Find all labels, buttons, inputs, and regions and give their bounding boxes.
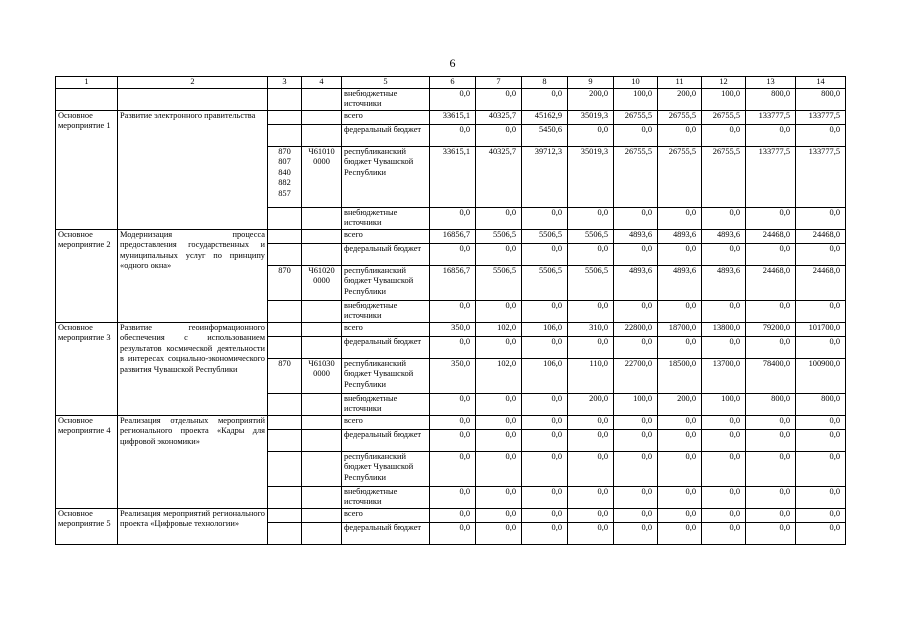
value-cell: 0,0 — [746, 486, 796, 508]
value-cell: 0,0 — [796, 522, 846, 544]
value-cell: 4893,6 — [614, 229, 658, 243]
value-cell: 33615,1 — [430, 146, 476, 207]
value-cell: 0,0 — [746, 243, 796, 265]
event-cell: Основное мероприятие 4 — [56, 415, 118, 508]
source-cell: внебюджетные источники — [342, 300, 430, 322]
header-row — [56, 77, 846, 89]
value-cell: 0,0 — [568, 124, 614, 146]
value-cell: 0,0 — [568, 451, 614, 486]
grbs-cell — [268, 322, 302, 336]
value-cell: 0,0 — [568, 336, 614, 358]
grbs-cell — [268, 486, 302, 508]
value-cell: 4893,6 — [658, 229, 702, 243]
source-cell: всего — [342, 110, 430, 124]
value-cell: 0,0 — [430, 486, 476, 508]
value-cell: 0,0 — [476, 522, 522, 544]
csr-cell — [302, 522, 342, 544]
value-cell: 0,0 — [614, 300, 658, 322]
value-cell: 0,0 — [430, 243, 476, 265]
source-cell: всего — [342, 229, 430, 243]
value-cell: 0,0 — [614, 415, 658, 429]
value-cell: 0,0 — [522, 393, 568, 415]
csr-cell — [302, 88, 342, 110]
value-cell: 5506,5 — [568, 229, 614, 243]
header-cell: 14 — [796, 77, 846, 89]
grbs-cell — [268, 229, 302, 243]
table-body — [56, 77, 846, 545]
value-cell: 26755,5 — [614, 146, 658, 207]
source-cell: республиканский бюджет Чувашской Республики — [342, 265, 430, 300]
source-cell: внебюджетные источники — [342, 486, 430, 508]
value-cell: 0,0 — [702, 486, 746, 508]
value-cell: 133777,5 — [796, 110, 846, 124]
value-cell: 0,0 — [430, 124, 476, 146]
value-cell: 133777,5 — [746, 110, 796, 124]
csr-cell: Ч61020 0000 — [302, 265, 342, 300]
value-cell: 24468,0 — [796, 229, 846, 243]
value-cell: 0,0 — [702, 207, 746, 229]
value-cell: 0,0 — [476, 415, 522, 429]
csr-cell: Ч61010 0000 — [302, 146, 342, 207]
source-cell: федеральный бюджет — [342, 522, 430, 544]
value-cell: 0,0 — [614, 124, 658, 146]
value-cell: 350,0 — [430, 358, 476, 393]
value-cell: 0,0 — [796, 415, 846, 429]
header-cell: 11 — [658, 77, 702, 89]
value-cell: 0,0 — [614, 486, 658, 508]
value-cell: 0,0 — [614, 429, 658, 451]
value-cell: 0,0 — [702, 451, 746, 486]
value-cell: 0,0 — [746, 522, 796, 544]
value-cell: 0,0 — [702, 522, 746, 544]
value-cell: 0,0 — [430, 415, 476, 429]
grbs-cell — [268, 300, 302, 322]
table-row — [56, 88, 846, 110]
source-cell: федеральный бюджет — [342, 429, 430, 451]
value-cell: 0,0 — [658, 522, 702, 544]
header-cell: 9 — [568, 77, 614, 89]
grbs-cell — [268, 451, 302, 486]
header-cell: 1 — [56, 77, 118, 89]
header-cell: 6 — [430, 77, 476, 89]
value-cell: 0,0 — [430, 393, 476, 415]
table-row — [56, 508, 846, 522]
grbs-cell — [268, 243, 302, 265]
value-cell: 0,0 — [568, 415, 614, 429]
csr-cell — [302, 300, 342, 322]
header-cell: 13 — [746, 77, 796, 89]
value-cell: 0,0 — [702, 336, 746, 358]
value-cell: 4893,6 — [702, 229, 746, 243]
value-cell: 0,0 — [522, 336, 568, 358]
value-cell: 0,0 — [796, 451, 846, 486]
value-cell: 24468,0 — [746, 265, 796, 300]
value-cell: 310,0 — [568, 322, 614, 336]
value-cell: 26755,5 — [658, 146, 702, 207]
value-cell: 0,0 — [796, 336, 846, 358]
value-cell: 800,0 — [746, 393, 796, 415]
value-cell: 106,0 — [522, 358, 568, 393]
value-cell: 200,0 — [658, 88, 702, 110]
value-cell: 5506,5 — [522, 265, 568, 300]
value-cell: 24468,0 — [746, 229, 796, 243]
value-cell: 0,0 — [746, 124, 796, 146]
value-cell: 0,0 — [522, 415, 568, 429]
header-cell: 7 — [476, 77, 522, 89]
value-cell: 0,0 — [568, 486, 614, 508]
value-cell: 0,0 — [522, 207, 568, 229]
value-cell: 5506,5 — [522, 229, 568, 243]
value-cell: 0,0 — [430, 88, 476, 110]
value-cell: 0,0 — [476, 486, 522, 508]
value-cell: 0,0 — [796, 207, 846, 229]
value-cell: 18500,0 — [658, 358, 702, 393]
csr-cell — [302, 124, 342, 146]
value-cell: 0,0 — [614, 207, 658, 229]
csr-cell — [302, 508, 342, 522]
value-cell: 0,0 — [430, 451, 476, 486]
value-cell: 0,0 — [476, 508, 522, 522]
grbs-cell: 870 — [268, 265, 302, 300]
value-cell: 0,0 — [430, 508, 476, 522]
source-cell: республиканский бюджет Чувашской Республики — [342, 146, 430, 207]
value-cell: 0,0 — [658, 429, 702, 451]
value-cell: 78400,0 — [746, 358, 796, 393]
header-cell: 3 — [268, 77, 302, 89]
value-cell: 0,0 — [522, 429, 568, 451]
value-cell: 0,0 — [702, 508, 746, 522]
value-cell: 0,0 — [476, 300, 522, 322]
csr-cell — [302, 229, 342, 243]
value-cell: 0,0 — [476, 451, 522, 486]
value-cell: 100900,0 — [796, 358, 846, 393]
header-cell: 5 — [342, 77, 430, 89]
csr-cell — [302, 207, 342, 229]
value-cell: 0,0 — [568, 429, 614, 451]
value-cell: 0,0 — [430, 300, 476, 322]
value-cell: 100,0 — [702, 393, 746, 415]
value-cell: 0,0 — [476, 336, 522, 358]
value-cell: 200,0 — [568, 88, 614, 110]
value-cell: 133777,5 — [796, 146, 846, 207]
value-cell: 22700,0 — [614, 358, 658, 393]
grbs-cell: 870 — [268, 358, 302, 393]
value-cell: 0,0 — [522, 508, 568, 522]
table-row — [56, 110, 846, 124]
value-cell: 0,0 — [614, 451, 658, 486]
grbs-cell — [268, 336, 302, 358]
value-cell: 5506,5 — [476, 265, 522, 300]
grbs-cell — [268, 110, 302, 124]
value-cell: 0,0 — [522, 486, 568, 508]
source-cell: всего — [342, 508, 430, 522]
value-cell: 0,0 — [658, 243, 702, 265]
value-cell: 200,0 — [568, 393, 614, 415]
csr-cell — [302, 451, 342, 486]
value-cell: 0,0 — [658, 486, 702, 508]
value-cell: 0,0 — [702, 429, 746, 451]
value-cell: 0,0 — [476, 88, 522, 110]
value-cell: 0,0 — [522, 451, 568, 486]
value-cell: 79200,0 — [746, 322, 796, 336]
value-cell: 0,0 — [658, 451, 702, 486]
value-cell: 13700,0 — [702, 358, 746, 393]
value-cell: 40325,7 — [476, 146, 522, 207]
grbs-cell — [268, 124, 302, 146]
value-cell: 13800,0 — [702, 322, 746, 336]
grbs-cell — [268, 393, 302, 415]
value-cell: 0,0 — [658, 207, 702, 229]
value-cell: 5506,5 — [476, 229, 522, 243]
value-cell: 350,0 — [430, 322, 476, 336]
value-cell: 16856,7 — [430, 229, 476, 243]
budget-table — [55, 76, 846, 545]
csr-cell: Ч61030 0000 — [302, 358, 342, 393]
value-cell: 0,0 — [522, 300, 568, 322]
event-name-cell: Развитие геоинформационного обеспечения с использованием результатов космической деятельности в интересах социально-экономического развития Чувашской Республики — [118, 322, 268, 415]
value-cell: 0,0 — [568, 300, 614, 322]
value-cell: 0,0 — [796, 124, 846, 146]
event-name-cell: Модернизация процесса предоставления государственных и муниципальных услуг по принципу «одного окна» — [118, 229, 268, 322]
grbs-cell — [268, 429, 302, 451]
value-cell: 0,0 — [746, 415, 796, 429]
header-cell: 8 — [522, 77, 568, 89]
value-cell: 100,0 — [614, 393, 658, 415]
value-cell: 800,0 — [796, 88, 846, 110]
event-name-cell: Развитие электронного правительства — [118, 110, 268, 229]
csr-cell — [302, 486, 342, 508]
value-cell: 100,0 — [614, 88, 658, 110]
value-cell: 0,0 — [658, 415, 702, 429]
value-cell: 0,0 — [702, 124, 746, 146]
grbs-cell — [268, 508, 302, 522]
source-cell: республиканский бюджет Чувашской Республики — [342, 451, 430, 486]
value-cell: 0,0 — [702, 243, 746, 265]
page-number: 6 — [449, 56, 456, 70]
event-cell: Основное мероприятие 3 — [56, 322, 118, 415]
grbs-cell: 870 807 840 882 857 — [268, 146, 302, 207]
value-cell: 0,0 — [522, 243, 568, 265]
value-cell: 24468,0 — [796, 265, 846, 300]
value-cell: 22800,0 — [614, 322, 658, 336]
value-cell: 106,0 — [522, 322, 568, 336]
header-cell: 10 — [614, 77, 658, 89]
value-cell: 0,0 — [614, 243, 658, 265]
value-cell: 0,0 — [658, 508, 702, 522]
event-name-cell — [118, 88, 268, 110]
value-cell: 0,0 — [702, 300, 746, 322]
grbs-cell — [268, 88, 302, 110]
event-cell: Основное мероприятие 2 — [56, 229, 118, 322]
value-cell: 0,0 — [746, 429, 796, 451]
header-cell: 4 — [302, 77, 342, 89]
value-cell: 0,0 — [568, 508, 614, 522]
source-cell: внебюджетные источники — [342, 207, 430, 229]
event-cell: Основное мероприятие 1 — [56, 110, 118, 229]
value-cell: 4893,6 — [614, 265, 658, 300]
value-cell: 4893,6 — [702, 265, 746, 300]
value-cell: 35019,3 — [568, 110, 614, 124]
value-cell: 0,0 — [522, 522, 568, 544]
value-cell: 18700,0 — [658, 322, 702, 336]
csr-cell — [302, 415, 342, 429]
value-cell: 0,0 — [614, 508, 658, 522]
value-cell: 800,0 — [796, 393, 846, 415]
source-cell: республиканский бюджет Чувашской Республики — [342, 358, 430, 393]
header-cell: 2 — [118, 77, 268, 89]
value-cell: 26755,5 — [658, 110, 702, 124]
value-cell: 110,0 — [568, 358, 614, 393]
value-cell: 0,0 — [476, 124, 522, 146]
value-cell: 102,0 — [476, 358, 522, 393]
table-row — [56, 229, 846, 243]
csr-cell — [302, 243, 342, 265]
value-cell: 0,0 — [746, 207, 796, 229]
value-cell: 5450,6 — [522, 124, 568, 146]
value-cell: 102,0 — [476, 322, 522, 336]
table-row — [56, 322, 846, 336]
value-cell: 0,0 — [522, 88, 568, 110]
table-row — [56, 415, 846, 429]
event-cell: Основное мероприятие 5 — [56, 508, 118, 544]
value-cell: 0,0 — [476, 207, 522, 229]
value-cell: 101700,0 — [796, 322, 846, 336]
value-cell: 0,0 — [568, 243, 614, 265]
value-cell: 0,0 — [796, 486, 846, 508]
source-cell: федеральный бюджет — [342, 336, 430, 358]
source-cell: всего — [342, 415, 430, 429]
value-cell: 16856,7 — [430, 265, 476, 300]
value-cell: 0,0 — [430, 207, 476, 229]
event-name-cell: Реализация отдельных мероприятий регионального проекта «Кадры для цифровой экономики» — [118, 415, 268, 508]
value-cell: 0,0 — [746, 451, 796, 486]
grbs-cell — [268, 207, 302, 229]
value-cell: 0,0 — [702, 415, 746, 429]
value-cell: 0,0 — [614, 336, 658, 358]
value-cell: 0,0 — [614, 522, 658, 544]
value-cell: 0,0 — [746, 300, 796, 322]
value-cell: 800,0 — [746, 88, 796, 110]
value-cell: 5506,5 — [568, 265, 614, 300]
value-cell: 4893,6 — [658, 265, 702, 300]
value-cell: 0,0 — [568, 522, 614, 544]
value-cell: 0,0 — [430, 522, 476, 544]
value-cell: 26755,5 — [614, 110, 658, 124]
value-cell: 0,0 — [658, 300, 702, 322]
csr-cell — [302, 336, 342, 358]
event-cell — [56, 88, 118, 110]
value-cell: 0,0 — [476, 393, 522, 415]
value-cell: 0,0 — [746, 336, 796, 358]
source-cell: всего — [342, 322, 430, 336]
value-cell: 0,0 — [430, 429, 476, 451]
source-cell: федеральный бюджет — [342, 124, 430, 146]
header-cell: 12 — [702, 77, 746, 89]
value-cell: 100,0 — [702, 88, 746, 110]
grbs-cell — [268, 522, 302, 544]
source-cell: федеральный бюджет — [342, 243, 430, 265]
value-cell: 0,0 — [568, 207, 614, 229]
value-cell: 45162,9 — [522, 110, 568, 124]
csr-cell — [302, 429, 342, 451]
value-cell: 0,0 — [476, 429, 522, 451]
value-cell: 26755,5 — [702, 146, 746, 207]
value-cell: 0,0 — [658, 124, 702, 146]
value-cell: 133777,5 — [746, 146, 796, 207]
value-cell: 0,0 — [746, 508, 796, 522]
grbs-cell — [268, 415, 302, 429]
value-cell: 200,0 — [658, 393, 702, 415]
value-cell: 0,0 — [476, 243, 522, 265]
csr-cell — [302, 110, 342, 124]
value-cell: 0,0 — [796, 508, 846, 522]
source-cell: внебюджетные источники — [342, 393, 430, 415]
value-cell: 33615,1 — [430, 110, 476, 124]
csr-cell — [302, 322, 342, 336]
value-cell: 0,0 — [796, 300, 846, 322]
csr-cell — [302, 393, 342, 415]
value-cell: 26755,5 — [702, 110, 746, 124]
value-cell: 40325,7 — [476, 110, 522, 124]
value-cell: 39712,3 — [522, 146, 568, 207]
value-cell: 0,0 — [796, 429, 846, 451]
event-name-cell: Реализация мероприятий регионального проекта «Цифровые технологии» — [118, 508, 268, 544]
value-cell: 0,0 — [796, 243, 846, 265]
source-cell: внебюджетные источники — [342, 88, 430, 110]
value-cell: 0,0 — [430, 336, 476, 358]
value-cell: 0,0 — [658, 336, 702, 358]
value-cell: 35019,3 — [568, 146, 614, 207]
